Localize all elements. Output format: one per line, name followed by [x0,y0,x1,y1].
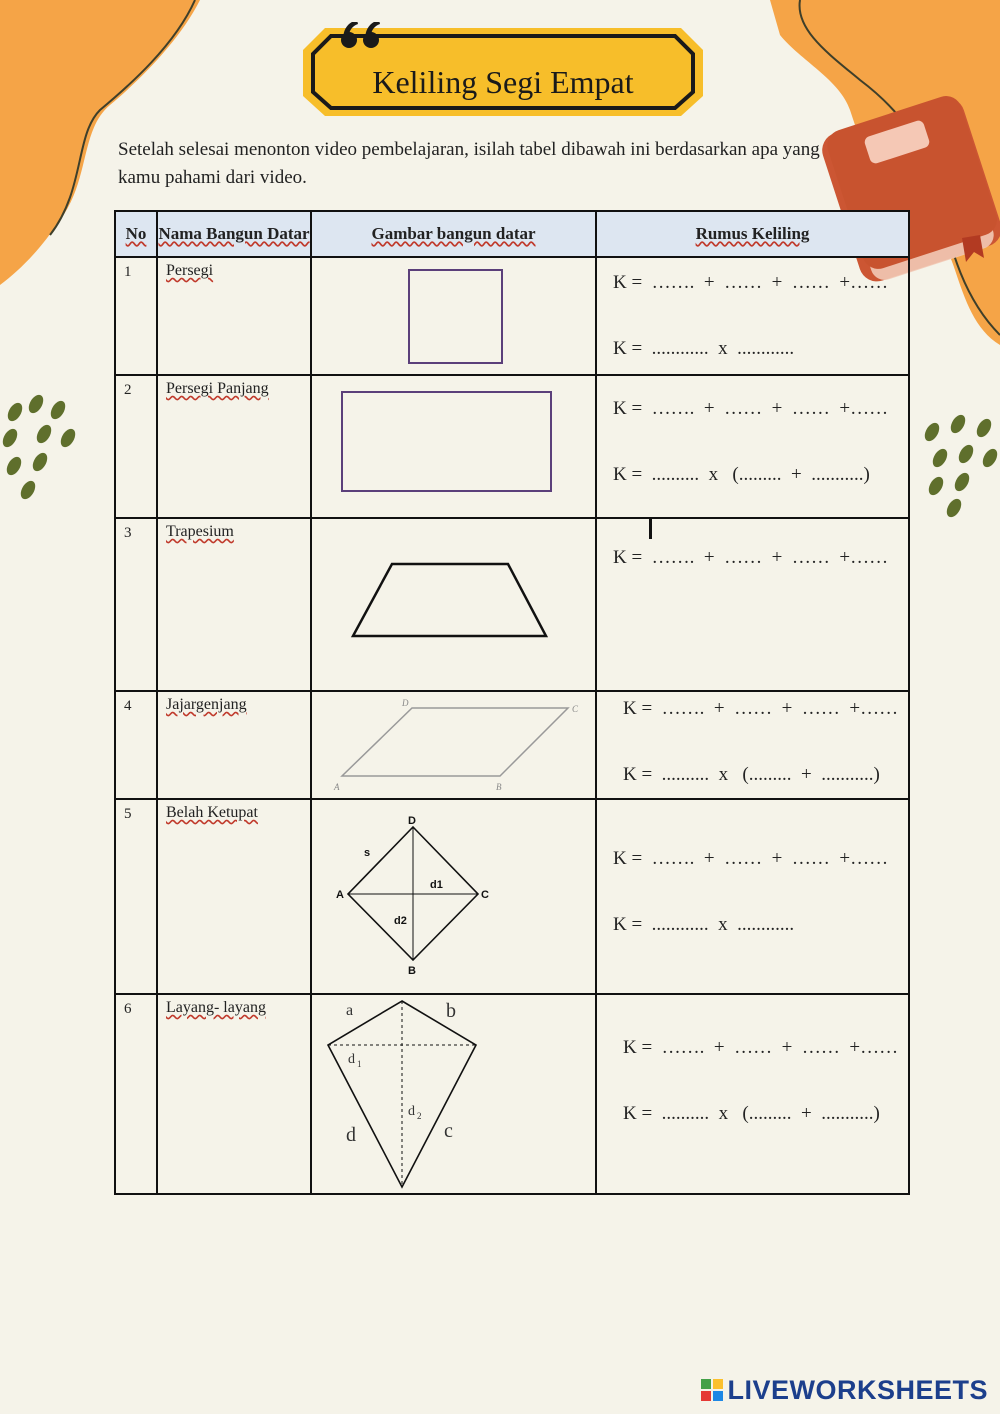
formula-line: K = .......... x (......... + ...........) [623,764,880,785]
formula-line: K = ……. + …… + …… +…… [613,547,889,568]
shape-name: Layang- layang [157,994,311,1194]
formula-line: K = .......... x (......... + ...........) [613,464,870,485]
diagonal-label-d2: d [408,1104,415,1119]
formula-cell [596,518,909,691]
formula-line: K = ............ x ............ [613,914,795,935]
side-label-b: b [446,1000,456,1022]
leaf-dots-right [922,412,1000,519]
rectangle-shape [312,376,597,519]
header-image: Gambar bangun datar [311,211,596,257]
table-row [115,375,909,518]
vertex-label-c: C [481,889,489,901]
formula-line: K = ……. + …… + …… +…… [613,272,889,293]
square-shape [312,258,597,376]
rhombus-shape [312,800,597,995]
vertex-label-a: A [336,889,344,901]
formula-line: K = ……. + …… + …… +…… [623,1037,899,1058]
diagonal-label-d1: d [348,1052,355,1067]
diagonal-label-d2-subscript: 2 [417,1111,422,1121]
vertex-label-c: C [572,704,579,714]
row-number: 2 [115,375,157,518]
row-number: 4 [115,691,157,799]
formula-cell [596,375,909,518]
instructions: Setelah selesai menonton video pembelajaran, isilah tabel dibawah ini berdasarkan apa yang kamu pahami dari video. [118,139,820,188]
row-number: 3 [115,518,157,691]
formula-line: K = ……. + …… + …… +…… [613,848,889,869]
liveworksheets-logo-icon [701,1379,723,1401]
brand-name: LIVEWORKSHEETS [727,1374,988,1405]
vertex-label-b: B [496,782,502,792]
header-formula: Rumus Keliling [596,211,909,257]
formula-cell [596,691,909,799]
shape-image-cell [311,257,596,375]
page-title: Keliling Segi Empat [372,64,634,100]
header-name: Nama Bangun Datar [157,211,311,257]
shape-image-cell [311,691,596,799]
footer-brand[interactable] [701,1374,988,1406]
header-no: No [115,211,157,257]
side-label-d: d [346,1124,356,1146]
parallelogram-shape [312,692,597,800]
shape-name: Jajargenjang [157,691,311,799]
vertex-label-d: D [408,815,416,827]
leaf-dots-left [0,392,78,501]
worksheet-table [114,210,910,1195]
formula-line: K = ……. + …… + …… +…… [623,698,899,719]
side-label-s: s [364,847,371,859]
shape-image-cell [311,375,596,518]
row-number: 5 [115,799,157,994]
text-cursor [649,519,652,539]
table-row [115,799,909,994]
shape-name: Trapesium [157,518,311,691]
vertex-label-b: B [408,965,416,977]
formula-line: K = .......... x (......... + ...........) [623,1103,880,1124]
shape-name: Persegi Panjang [157,375,311,518]
diagonal-label-d2: d2 [394,915,407,927]
diagonal-label-d1: d1 [430,879,443,891]
table-row [115,518,909,691]
title-badge [303,22,703,118]
table-row [115,257,909,375]
table-row [115,691,909,799]
trapezoid-shape [312,519,597,692]
row-number: 1 [115,257,157,375]
shape-name: Belah Ketupat [157,799,311,994]
side-label-a: a [346,1002,354,1019]
shape-image-cell [311,799,596,994]
formula-cell [596,994,909,1194]
shape-image-cell [311,518,596,691]
shape-image-cell [311,994,596,1194]
shape-name: Persegi [157,257,311,375]
vertex-label-a: A [334,782,340,792]
diagonal-label-d1-subscript: 1 [357,1059,362,1069]
side-label-c: c [444,1120,453,1142]
vertex-label-d: D [402,698,409,708]
table-row [115,994,909,1194]
formula-line: K = ............ x ............ [613,338,795,359]
kite-shape [312,995,597,1195]
formula-cell [596,799,909,994]
formula-line: K = ……. + …… + …… +…… [613,398,889,419]
formula-cell [596,257,909,375]
row-number: 6 [115,994,157,1194]
table-header-row [115,211,909,257]
